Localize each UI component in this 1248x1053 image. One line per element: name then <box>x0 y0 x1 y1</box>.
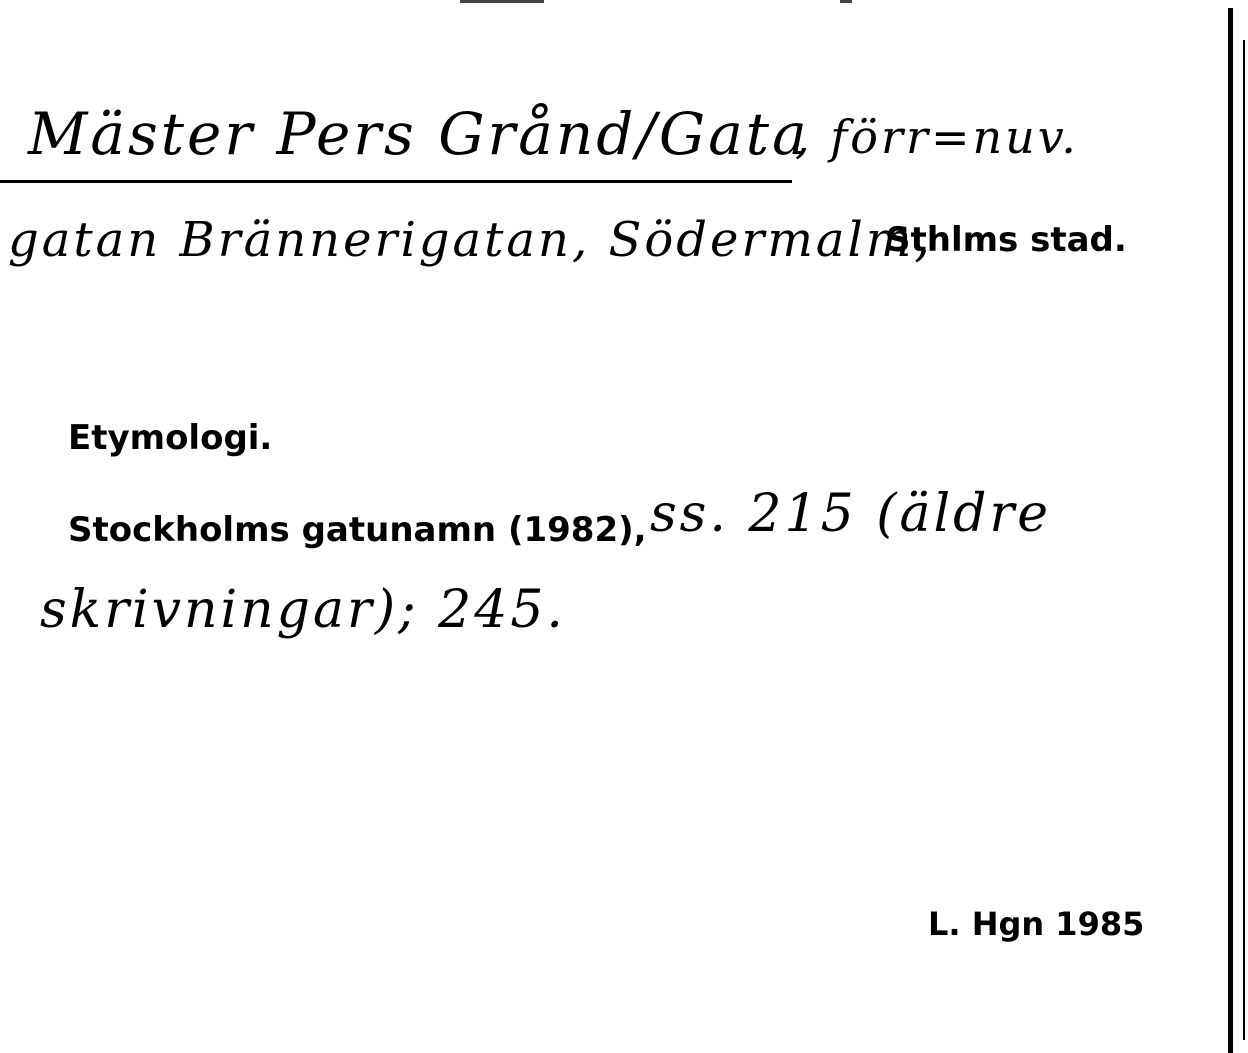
scan-mark <box>460 0 544 3</box>
card-edge <box>1228 8 1233 1053</box>
source-pages-continued: skrivningar); 245. <box>40 580 566 640</box>
street-name-heading: Mäster Pers Grånd/Gata <box>28 100 810 168</box>
heading-continuation: , förr=nuv. <box>795 110 1079 164</box>
heading-underline <box>0 180 792 183</box>
signature: L. Hgn 1985 <box>928 905 1145 943</box>
scan-mark <box>840 0 852 3</box>
source-pages: ss. 215 (äldre <box>650 484 1052 544</box>
section-label-etymologi: Etymologi. <box>68 418 273 458</box>
card-edge <box>1243 40 1245 1040</box>
heading-line-two: gatan Brännerigatan, Södermalm, <box>8 212 933 268</box>
source-reference: Stockholms gatunamn (1982), <box>68 510 647 550</box>
heading-city: Sthlms stad. <box>886 220 1127 260</box>
